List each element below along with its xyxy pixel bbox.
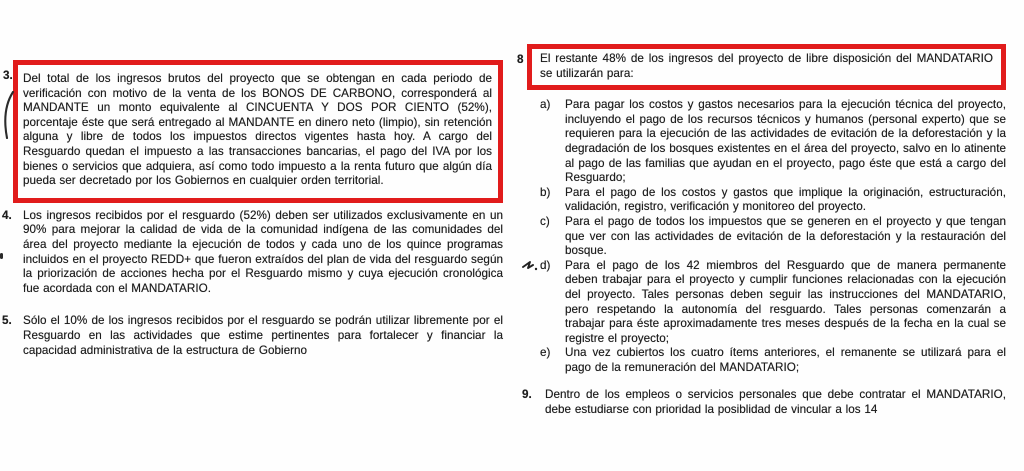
item-d-text: Para el pago de los 42 miembros del Resguardo que de manera permanente deben trabajar para el proyecto y cumplir funciones relacionadas con la ejecución del proyecto. Tales personas deben seguir las instrucciones del MANDATARIO, pero respetando la autonomía del resguardo. Tales personas comenzarán a trabajar para éste aproximadamente tres meses después de la fecha en la cual se registre el proyecto;: [565, 258, 1006, 345]
clause-8-number: 8: [517, 53, 524, 66]
item-c-text: Para el pago de todos los impuestos que se generen en el proyecto y que tengan que ver con las actividades de evitación de la deforestación y la restauración del bosque.: [565, 214, 1006, 258]
list-item-e: [540, 346, 1006, 375]
clause-4-text: Los ingresos recibidos por el resguardo (52%) deben ser utilizados exclusivamente en un 90% para mejorar la calidad de vida de la comunidad indígena de las comunidades del área del proyecto mediante la ejecución de todos y cada uno de los quince programas incluidos en el proyecto REDD+ que fueron extraídos del plan de vida del resguardo según la priorización de acciones hecha por el Resguardo mismo y cuya ejecución cronológica fue acordada con el MANDATARIO.: [23, 208, 503, 295]
clause-9: [522, 388, 1006, 417]
item-b-label: b): [540, 185, 551, 199]
list-item-a: [540, 98, 1006, 186]
clause-3: [2, 60, 503, 203]
clause-9-number: 9.: [522, 388, 532, 402]
clause-5-text: Sólo el 10% de los ingresos recibidos por el resguardo se podrán utilizar libremente por el Resguardo en las actividades que estime pertinentes para fortalecer y financiar la capacidad administrativa de la estructura de Gobierno: [23, 314, 503, 357]
right-column: [514, 44, 1006, 418]
clause-5: [2, 314, 503, 358]
clause-4: [2, 209, 503, 297]
handwritten-paren-mark: [2, 91, 16, 139]
highlight-box-clause-3: [13, 60, 503, 203]
clause-8-text: El restante 48% de los ingresos del proyecto de libre disposición del MANDATARIO se utilizarán para:: [540, 52, 993, 80]
clause-5-number: 5.: [2, 314, 12, 328]
clause-3-text: Del total de los ingresos brutos del proyecto que se obtengan en cada periodo de verificación con motivo de la venta de los BONOS DE CARBONO, corresponderá al MANDANTE un monto equivalente al CINCUENTA Y DOS POR CIENTO (52%), porcentaje éste que será entregado al MANDANTE en dinero neto (limpio), sin retención alguna y libre de todos los impuestos directos vigentes hasta hoy. A cargo del Resguardo quedan el impuesto a las transacciones bancarias, el pago del IVA por los bienes o servicios que adquiera, así como todo impuesto a la renta futuro que algún día pueda ser decretado por los Gobiernos en cualquier orden territorial.: [23, 72, 492, 188]
clause-3-number: 3.: [3, 69, 13, 82]
item-b-text: Para el pago de los costos y gastos que implique la originación, estructuración, validación, registro, verificación y monitoreo del proyecto.: [565, 185, 1006, 214]
item-d-label: d): [540, 258, 551, 272]
highlight-box-clause-8: [527, 44, 1006, 90]
list-item-d: [540, 259, 1006, 347]
handwritten-scribble-mark: [522, 260, 538, 272]
clause-4-number: 4.: [2, 208, 12, 222]
item-e-text: Una vez cubiertos los cuatro ítems anteriores, el remanente se utilizará para el pago de la remuneración del MANDATARIO;: [565, 346, 1006, 374]
list-item-b: [540, 186, 1006, 215]
clause-9-text: Dentro de los empleos o servicios personales que debe contratar el MANDATARIO, debe estudiarse con prioridad la posiblidad de vincular a los 14: [545, 388, 1006, 417]
item-a-label: a): [540, 98, 551, 112]
clause-8: [514, 44, 1006, 90]
item-e-label: e): [540, 346, 551, 360]
clause-8-sub-items: [540, 98, 1006, 375]
item-a-text: Para pagar los costos y gastos necesarios para la ejecución técnica del proyecto, incluyendo el pago de los recursos técnicos y humanos (personal experto) que se requieren para la ejecución de las actividades de evitación de la deforestación y la degradación de los bosques existentes en el área del proyecto, salvo en lo atinente al pago de las familias que ayudan en el proyecto, pago éste que está a cargo del Resguardo;: [565, 98, 1006, 185]
item-c-label: c): [540, 214, 550, 228]
list-item-c: [540, 215, 1006, 259]
left-column: [2, 60, 503, 358]
